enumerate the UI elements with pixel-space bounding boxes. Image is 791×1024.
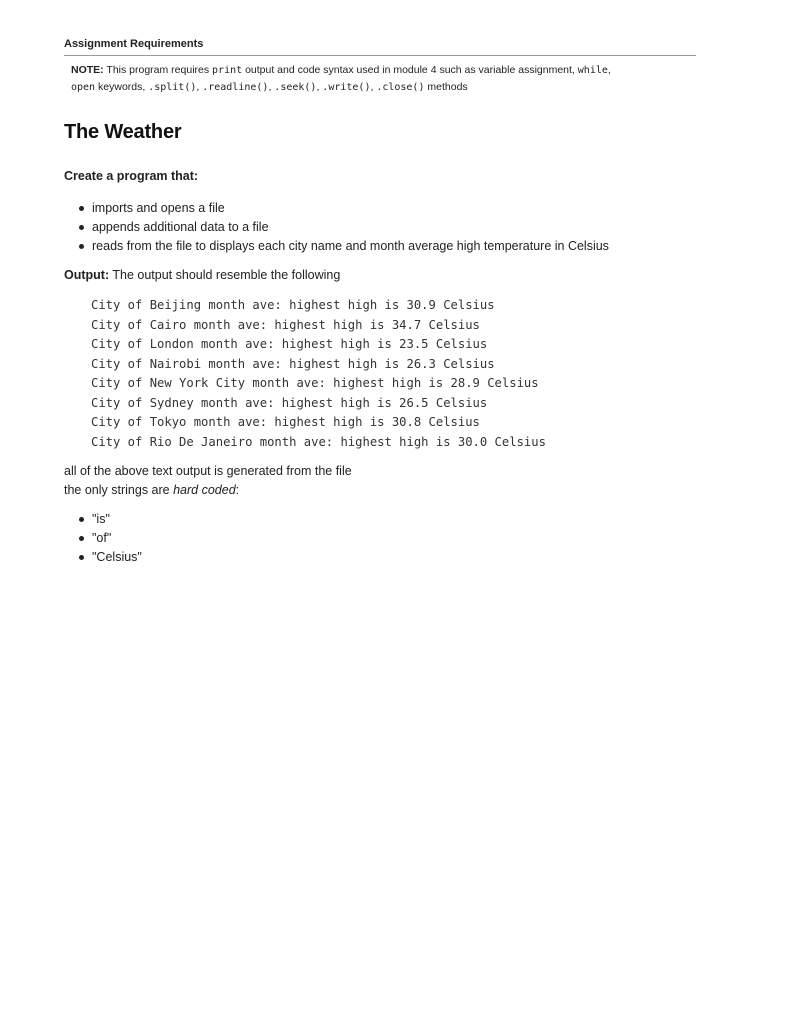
note-sep: ,	[607, 64, 611, 76]
task-list	[64, 199, 696, 256]
note-text: This program requires	[106, 64, 210, 76]
list-item: reads from the file to displays each city name and month average high temperature in Celsius	[64, 237, 696, 256]
after-text	[64, 462, 696, 500]
list-item: "of"	[64, 529, 696, 548]
after-emphasis: hard coded	[173, 483, 236, 497]
code-line: City of New York City month ave: highest high is 28.9 Celsius	[91, 376, 539, 390]
note-label: NOTE:	[71, 64, 104, 76]
after-line	[64, 481, 696, 500]
list-item: appends additional data to a file	[64, 218, 696, 237]
output-description	[64, 268, 696, 282]
section-header: Assignment Requirements	[64, 38, 696, 56]
note-text: keywords,	[98, 81, 146, 93]
code-line: City of London month ave: highest high is 23.5 Celsius	[91, 337, 488, 351]
code-close: .close()	[376, 82, 425, 93]
note-sep: ,	[316, 81, 320, 93]
code-while: while	[577, 65, 608, 76]
create-heading: Create a program that:	[64, 169, 199, 183]
code-output-block	[91, 296, 696, 452]
page	[64, 38, 696, 567]
code-print: print	[212, 65, 243, 76]
code-line: City of Rio De Janeiro month ave: highest high is 30.0 Celsius	[91, 434, 546, 449]
after-suffix: :	[235, 483, 240, 497]
list-item: "Celsius"	[64, 548, 696, 567]
after-prefix: the only strings are	[64, 483, 170, 497]
code-line: City of Sydney month ave: highest high is 26.5 Celsius	[91, 395, 488, 410]
code-readline: .readline()	[202, 82, 269, 93]
note-block	[71, 62, 696, 96]
code-line: City of Tokyo month ave: highest high is 30.8 Celsius	[91, 415, 480, 429]
note-sep: ,	[196, 81, 200, 93]
code-line: City of Cairo month ave: highest high is 34.7 Celsius	[91, 317, 480, 332]
code-line: City of Beijing month ave: highest high is 30.9 Celsius	[91, 298, 495, 312]
hard-coded-list	[64, 510, 696, 567]
output-label: Output:	[64, 268, 110, 282]
output-text: The output should resemble the following	[112, 268, 341, 282]
list-item: "is"	[64, 510, 696, 529]
code-open: open	[71, 82, 96, 93]
code-write: .write()	[322, 82, 371, 93]
after-line: all of the above text output is generated from the file	[64, 464, 352, 478]
code-seek: .seek()	[274, 82, 317, 93]
note-sep: ,	[268, 81, 272, 93]
code-split: .split()	[148, 82, 197, 93]
page-title: The Weather	[64, 121, 182, 143]
code-line: City of Nairobi month ave: highest high is 26.3 Celsius	[91, 356, 495, 371]
note-text: output and code syntax used in module 4 such as variable assignment,	[245, 64, 575, 76]
note-text: methods	[427, 81, 468, 93]
note-sep: ,	[370, 81, 374, 93]
list-item: imports and opens a file	[64, 199, 696, 218]
